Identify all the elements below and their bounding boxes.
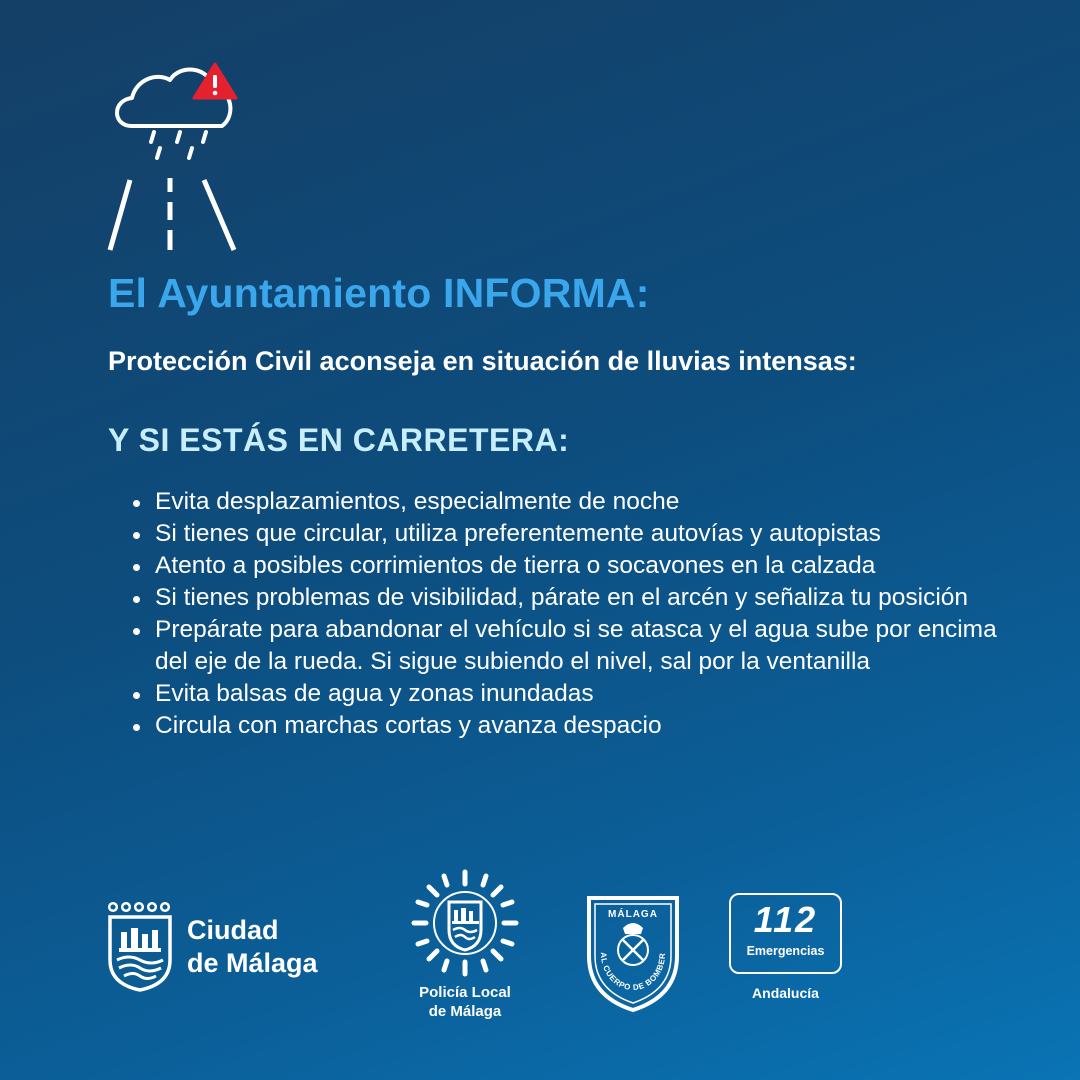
list-item: Si tienes que circular, utiliza preferentemente autovías y autopistas — [130, 518, 1020, 550]
page-headline: El Ayuntamiento INFORMA: — [108, 270, 650, 316]
ciudad-logo-line1: Ciudad — [187, 915, 279, 945]
policia-local-logo — [405, 868, 525, 1028]
warning-triangle-icon — [194, 64, 236, 98]
city-shield-icon — [107, 900, 173, 992]
advice-list — [130, 486, 1020, 742]
emergencias-112-logo — [729, 893, 844, 1008]
page-subtitle: Protección Civil aconseja en situación de lluvias intensas: — [108, 346, 857, 376]
bomberos-logo — [583, 884, 683, 1014]
police-star-icon — [410, 868, 520, 978]
list-item: Evita desplazamientos, especialmente de noche — [130, 486, 1020, 518]
emergencias-label: Emergencias — [746, 944, 825, 958]
emergencias-number: 112 — [753, 899, 818, 940]
rain-cloud-warning-road-icon — [104, 60, 244, 255]
policia-logo-line1: Policía Local — [419, 984, 511, 1001]
list-item: Evita balsas de agua y zonas inundadas — [130, 678, 1020, 710]
list-item: Atento a posibles corrimientos de tierra o socavones en la calzada — [130, 550, 1020, 582]
policia-logo-line2: de Málaga — [428, 1003, 502, 1020]
bomberos-ring-text: AL CUERPO DE BOMBER — [598, 952, 668, 993]
ciudad-logo-line2: de Málaga — [187, 948, 318, 978]
list-item: Prepárate para abandonar el vehículo si se atasca y el agua sube por encima del eje de la rueda. Si sigue subiendo el nivel, sal por la ventanilla — [130, 614, 1020, 678]
list-item: Circula con marchas cortas y avanza despacio — [130, 710, 1020, 742]
list-item: Si tienes problemas de visibilidad, párate en el arcén y señaliza tu posición — [130, 582, 1020, 614]
bomberos-top-text: MÁLAGA — [608, 909, 658, 920]
emergencias-region: Andalucía — [752, 985, 819, 1001]
ciudad-de-malaga-logo — [107, 900, 347, 1000]
section-title: Y SI ESTÁS EN CARRETERA: — [108, 422, 570, 458]
firefighter-badge-icon — [583, 884, 683, 1014]
